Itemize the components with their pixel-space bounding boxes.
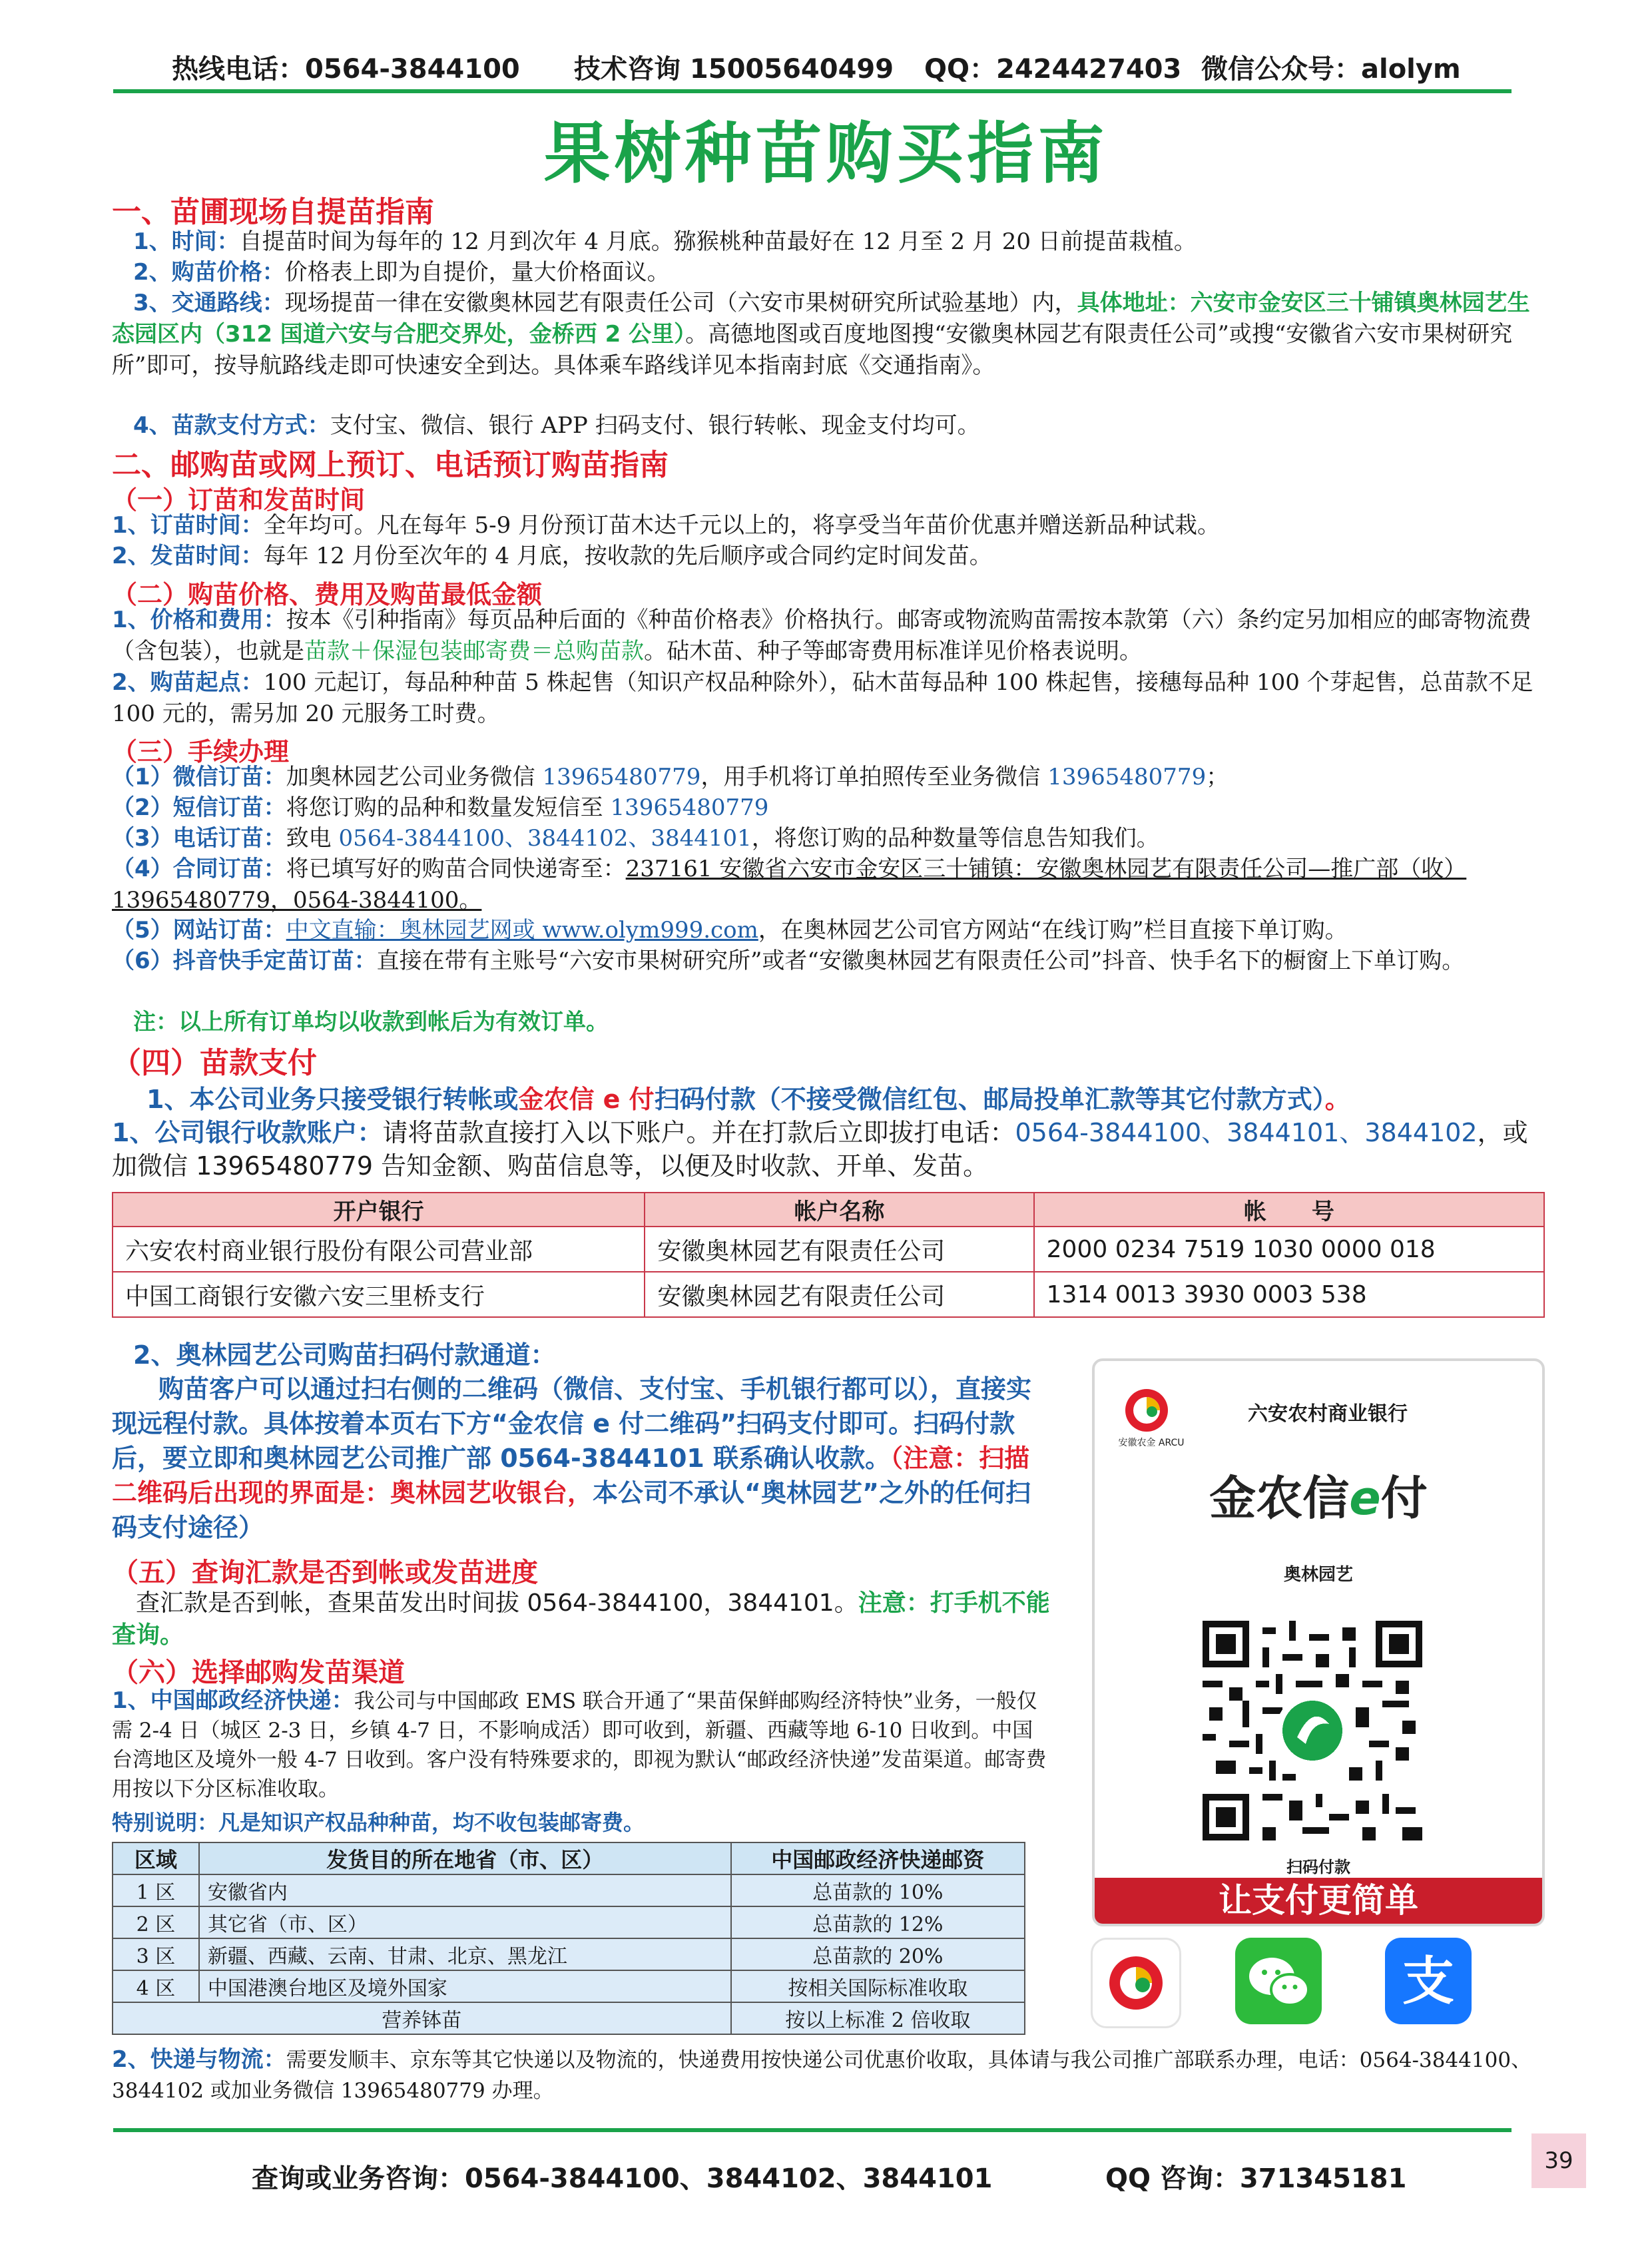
bank-table-header (113, 1193, 1544, 1227)
postal-cell: 1 区 (113, 1874, 199, 1906)
postal-cell: 总苗款的 12% (731, 1906, 1025, 1938)
postal-cell: 4 区 (113, 1970, 199, 2002)
qr-scan-label: 扫码付款 (1286, 1858, 1350, 1876)
s1-item-time: 1、时间：自提苗时间为每年的 12 月到次年 4 月底。猕猴桃种苗最好在 12 月至 2 月 20 日前提苗栽植。 (133, 228, 1197, 255)
qr-brand: 金农信e付 (1209, 1471, 1428, 1526)
postal-header (113, 1842, 1025, 1874)
postal-cell: 营养钵苗 (113, 2002, 731, 2034)
section2-heading: 二、邮购苗或网上预订、电话预订购苗指南 (112, 448, 669, 482)
postal-col-zone: 区域 (113, 1842, 199, 1874)
bank-cell: 中国工商银行安徽六安三里桥支行 (113, 1272, 645, 1317)
s1-item-price: 2、购苗价格：价格表上即为自提价，量大价格面议。 (133, 259, 670, 286)
bank-logo-text: 安徽农金 ARCU (1118, 1438, 1185, 1448)
postal-cell: 2 区 (113, 1906, 199, 1938)
qr-slogan: 让支付更简单 (1095, 1878, 1542, 1924)
postal-table (112, 1842, 1025, 2035)
footer-qq: QQ 咨询：371345181 (1105, 2163, 1407, 2194)
bank-col-name: 帐户名称 (645, 1193, 1033, 1227)
table-row (113, 1272, 1544, 1317)
table-row (113, 1906, 1025, 1938)
order-sms: （2）短信订苗：将您订购的品种和数量发短信至 13965480779 (112, 794, 769, 821)
table-row (113, 1938, 1025, 1970)
bank-col-bank: 开户银行 (113, 1193, 645, 1227)
header-hotline: 热线电话：0564-3844100 (172, 54, 520, 85)
bank-account-intro: 1、公司银行收款账户：请将苗款直接打入以下账户。并在打款后立即拔打电话：0564-3844100、3844101、3844102，或加微信 13965480779 告知金额、购苗信息等，以便及时收款、开单、发苗。 (112, 1118, 1528, 1181)
special-note: 特别说明：凡是知识产权品种种苗，均不收包装邮寄费。 (112, 1810, 645, 1835)
bank-cell: 安徽奥林园艺有限责任公司 (645, 1227, 1033, 1272)
postal-cell: 总苗款的 10% (731, 1874, 1025, 1906)
qr-code[interactable] (1203, 1621, 1422, 1840)
s2-sub3: （三）手续办理 (112, 737, 290, 766)
scan-heading: 2、奥林园艺公司购苗扫码付款通道： (133, 1340, 556, 1370)
s2-order-time: 1、订苗时间：全年均可。凡在每年 5-9 月份预订苗木达千元以上的，将享受当年苗价优惠并赠送新品种试栽。 (112, 512, 1221, 539)
page-title: 果树种苗购买指南 (543, 115, 1109, 192)
s2-sub4: （四）苗款支付 (112, 1046, 317, 1080)
header-divider (113, 89, 1512, 93)
qr-merchant: 奥林园艺 (1283, 1565, 1353, 1585)
table-row (113, 1227, 1544, 1272)
s5-heading: （五）查询汇款是否到帐或发苗进度 (112, 1557, 538, 1588)
order-douyin: （6）抖音快手定苗订苗：直接在带有主账号“六安市果树研究所”或者“安徽奥林园艺有限责任公司”抖音、快手名下的橱窗上下单订购。 (112, 948, 1465, 974)
order-phone: （3）电话订苗：致电 0564-3844100、3844102、3844101，将您订购的品种数量等信息告知我们。 (112, 825, 1159, 852)
s2-sub1: （一）订苗和发苗时间 (112, 485, 366, 515)
bank-table (112, 1192, 1545, 1318)
page-number: 39 (1531, 2133, 1586, 2188)
postal-cell: 其它省（市、区） (199, 1906, 731, 1938)
table-row (113, 1874, 1025, 1906)
bank-cell: 六安农村商业银行股份有限公司营业部 (113, 1227, 645, 1272)
postal-cell: 新疆、西藏、云南、甘肃、北京、黑龙江 (199, 1938, 731, 1970)
bank-cell: 安徽奥林园艺有限责任公司 (645, 1272, 1033, 1317)
s2-ship-time: 2、发苗时间：每年 12 月份至次年的 4 月底，按收款的先后顺序或合同约定时间发苗。 (112, 543, 992, 569)
qr-payment-card (1092, 1358, 1545, 1926)
footer-divider (113, 2128, 1512, 2132)
s2-min-order: 2、购苗起点：100 元起订，每品种种苗 5 株起售（知识产权品种除外），砧木苗每品种 100 株起售，接穗每品种 100 个芽起售，总苗款不足 100 元的，需另加 20 元服务工时费。 (112, 669, 1533, 727)
postal-cell: 总苗款的 20% (731, 1938, 1025, 1970)
order-note: 注：以上所有订单均以收款到帐后为有效订单。 (133, 1009, 609, 1035)
header-wechat: 微信公众号：alolym (1201, 54, 1461, 85)
table-row (113, 2002, 1025, 2034)
bank-cell[interactable]: 2000 0234 7519 1030 0000 018 (1034, 1227, 1544, 1272)
section1-heading: 一、苗圃现场自提苗指南 (112, 195, 434, 229)
header-tech: 技术咨询 15005640499 (574, 54, 894, 85)
bank-logo-icon (1120, 1385, 1173, 1438)
postal-cell: 中国港澳台地区及境外国家 (199, 1970, 731, 2002)
order-website: （5）网站订苗：中文直输：奥林园艺网或 www.olym999.com，在奥林园艺公司官方网站“在线订购”栏目直接下单订购。 (112, 917, 1348, 944)
postal-cell: 按以上标准 2 倍收取 (731, 2002, 1025, 2034)
postal-col-region: 发货目的所在地省（市、区） (199, 1842, 731, 1874)
postal-cell: 安徽省内 (199, 1874, 731, 1906)
order-wechat: （1）微信订苗：加奥林园艺公司业务微信 13965480779，用手机将订单拍照传至业务微信 13965480779； (112, 764, 1229, 790)
s1-item-route: 3、交通路线：现场提苗一律在安徽奥林园艺有限责任公司（六安市果树研究所试验基地）内，具体地址：六安市金安区三十铺镇奥林园艺生态园区内（312 国道六安与合肥交界处，金桥西 2 公里）。高德地图或百度地图搜“安徽奥林园艺有限责任公司”或搜“安徽省六安市果树研究所”即可，按导航路线走即可快速安全到达。具体乘车路线详见本指南封底《交通指南》。 (112, 290, 1530, 379)
s2-price-fees: 1、价格和费用：按本《引种指南》每页品种后面的《种苗价格表》价格执行。邮寄或物流购苗需按本款第（六）条约定另加相应的邮寄物流费（含包装），也就是苗款＋保湿包装邮寄费＝总购苗款。砧木苗、种子等邮寄费用标准详见价格表说明。 (112, 607, 1531, 665)
qr-bank-name: 六安农村商业银行 (1248, 1402, 1408, 1426)
footer-contact: 查询或业务咨询：0564-3844100、3844102、3844101 (252, 2163, 993, 2194)
postal-cell: 3 区 (113, 1938, 199, 1970)
postal-cell: 按相关国际标准收取 (731, 1970, 1025, 2002)
payment-policy: 1、本公司业务只接受银行转帐或金农信 e 付扫码付款（不接受微信红包、邮局投单汇款等其它付款方式）。 (146, 1085, 1350, 1114)
order-contract: （4）合同订苗：将已填写好的购苗合同快递寄至：237161 安徽省六安市金安区三十铺镇：安徽奥林园艺有限责任公司—推广部（收）13965480779，0564-3844100。 (112, 856, 1467, 914)
postal-col-fee: 中国邮政经济快递邮资 (731, 1842, 1025, 1874)
courier-text: 2、快递与物流：需要发顺丰、京东等其它快递以及物流的，快递费用按快递公司优惠价收取，具体请与我公司推广部联系办理，电话：0564-3844100、3844102 或加业务微信 13965480779 办理。 (112, 2046, 1532, 2103)
svg-text:支: 支 (1402, 1952, 1455, 2012)
jnx-app-icon[interactable] (1091, 1938, 1181, 2028)
s6-heading: （六）选择邮购发苗渠道 (112, 1657, 405, 1688)
header-bar (0, 41, 1652, 88)
bank-cell[interactable]: 1314 0013 3930 0003 538 (1034, 1272, 1544, 1317)
s2-sub2: （二）购苗价格、费用及购苗最低金额 (112, 580, 543, 609)
wechat-pay-icon[interactable] (1235, 1938, 1322, 2024)
website-link[interactable]: 中文直输：奥林园艺网或 www.olym999.com (286, 917, 758, 944)
table-row (113, 1970, 1025, 2002)
s5-text: 查汇款是否到帐，查果苗发出时间拔 0564-3844100，3844101。注意：打手机不能查询。 (112, 1589, 1050, 1649)
alipay-icon[interactable] (1385, 1938, 1472, 2024)
bank-col-account: 帐 号 (1034, 1193, 1544, 1227)
header-qq: QQ：2424427403 (924, 54, 1182, 85)
s1-item-payment: 4、苗款支付方式：支付宝、微信、银行 APP 扫码支付、银行转帐、现金支付均可。 (133, 412, 980, 439)
ems-text: 1、中国邮政经济快递：我公司与中国邮政 EMS 联合开通了“果苗保鲜邮购经济特快”业务，一般仅需 2-4 日（城区 2-3 日，乡镇 4-7 日，不影响成活）即可收到，新疆、西藏等地 6-10 日收到。中国台湾地区及境外一般 4-7 日收到。客户没有特殊要求的，即视为默认“邮政经济快递”发苗渠道。邮寄费用按以下分区标准收取。 (112, 1687, 1047, 1801)
scan-paragraph: 购苗客户可以通过扫右侧的二维码（微信、支付宝、手机银行都可以），直接实现远程付款。具体按着本页右下方“金农信 e 付二维码”扫码支付即可。扫码付款后，要立即和奥林园艺公司推广部 0564-3844101 联系确认收款。（注意：扫描二维码后出现的界面是：奥林园艺收银台，本公司不承认“奥林园艺”之外的任何扫码支付途径） (112, 1374, 1032, 1542)
